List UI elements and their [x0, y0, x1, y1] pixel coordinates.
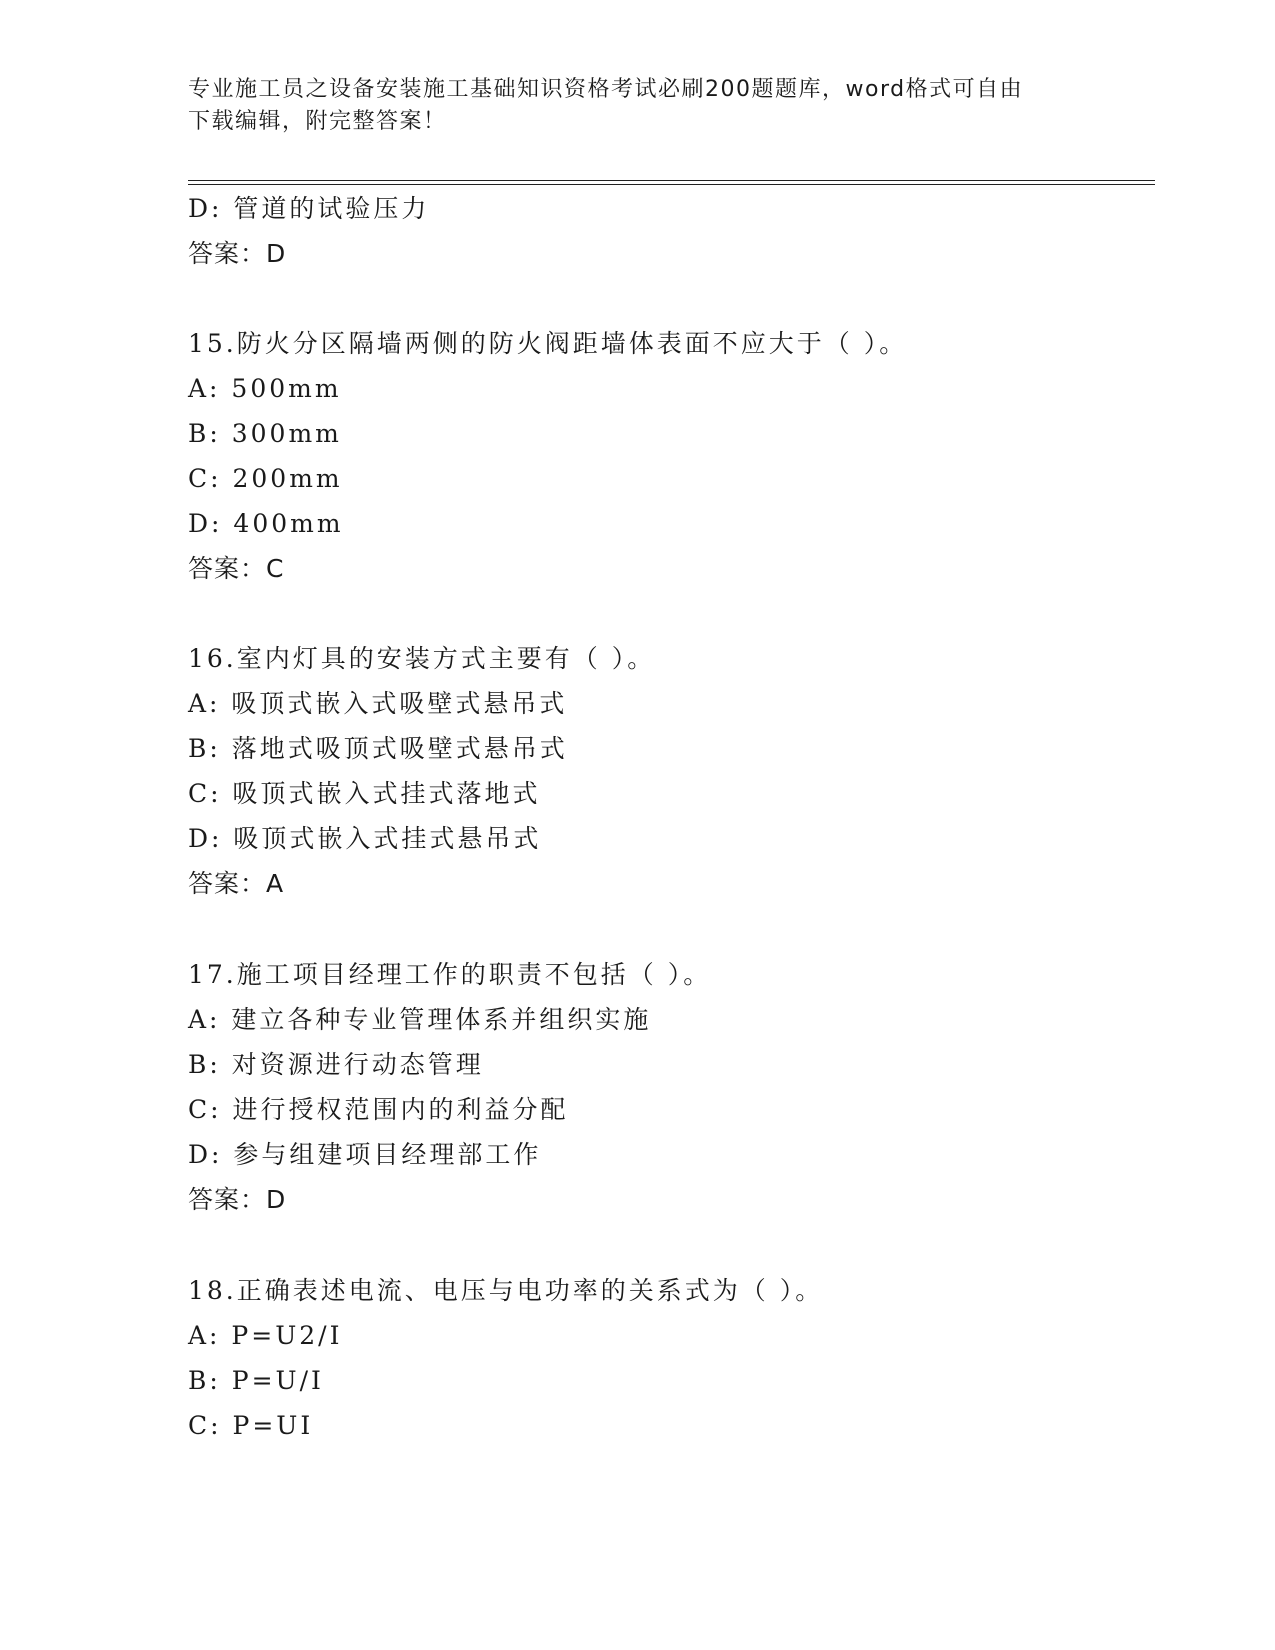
q16-option-d: D: 吸顶式嵌入式挂式悬吊式: [188, 824, 542, 853]
q15-option-d: D: 400mm: [188, 509, 344, 538]
document-header: [188, 74, 1068, 138]
q16-answer: 答案：A: [188, 869, 285, 898]
q18-stem: 18.正确表述电流、电压与电功率的关系式为（ ）。: [188, 1276, 824, 1305]
q17-option-c: C: 进行授权范围内的利益分配: [188, 1095, 569, 1124]
header-line-1: 专业施工员之设备安装施工基础知识资格考试必刷200题题库，word格式可自由: [188, 77, 1024, 102]
q16-option-c: C: 吸顶式嵌入式挂式落地式: [188, 779, 541, 808]
q16-option-a: A: 吸顶式嵌入式吸壁式悬吊式: [188, 689, 568, 718]
header-divider-bottom: [188, 184, 1155, 185]
q16-option-b: B: 落地式吸顶式吸壁式悬吊式: [188, 734, 568, 763]
q17-answer: 答案：D: [188, 1185, 287, 1214]
q15-answer: 答案：C: [188, 554, 285, 583]
q17-stem: 17.施工项目经理工作的职责不包括（ ）。: [188, 960, 712, 989]
q16-stem: 16.室内灯具的安装方式主要有（ ）。: [188, 644, 656, 673]
q15-option-c: C: 200mm: [188, 464, 343, 493]
q14-option-d: D: 管道的试验压力: [188, 194, 430, 223]
q17-option-b: B: 对资源进行动态管理: [188, 1050, 484, 1079]
q15-stem: 15.防火分区隔墙两侧的防火阀距墙体表面不应大于（ ）。: [188, 329, 908, 358]
q18-option-a: A: P=U2/I: [188, 1321, 343, 1350]
q18-option-c: C: P=UI: [188, 1411, 314, 1440]
q17-option-a: A: 建立各种专业管理体系并组织实施: [188, 1005, 652, 1034]
q15-option-b: B: 300mm: [188, 419, 342, 448]
header-line-2: 下载编辑，附完整答案！: [188, 109, 447, 134]
q14-answer: 答案：D: [188, 239, 287, 268]
q17-option-d: D: 参与组建项目经理部工作: [188, 1140, 542, 1169]
q18-option-b: B: P=U/I: [188, 1366, 324, 1395]
q15-option-a: A: 500mm: [188, 374, 342, 403]
header-divider-top: [188, 180, 1155, 181]
